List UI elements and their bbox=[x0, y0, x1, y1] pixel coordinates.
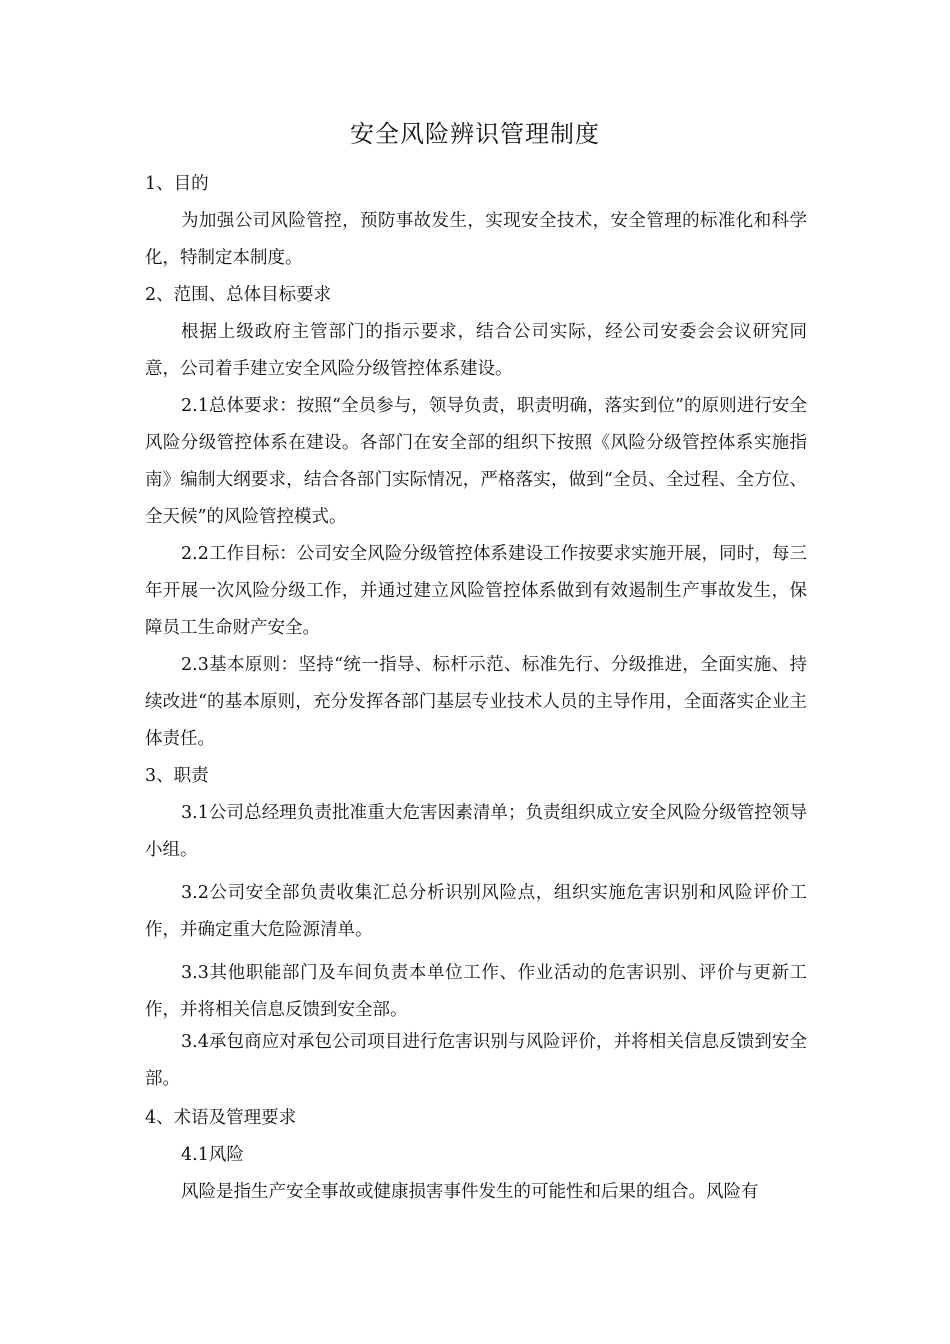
paragraph: 为加强公司风险管控，预防事故发生，实现安全技术，安全管理的标准化和科学化，特制定本制度。 bbox=[145, 211, 807, 268]
section-heading-2: 2、范围、总体目标要求 bbox=[145, 285, 332, 305]
paragraph: 2.1总体要求：按照“全员参与，领导负责，职责明确，落实到位”的原则进行安全风险分级管控体系在建设。各部门在安全部的组织下按照《风险分级管控体系实施指南》编制大纲要求，结合各部门实际情况，严格落实，做到“全员、全过程、全方位、全天候”的风险管控模式。 bbox=[145, 396, 807, 527]
paragraph: 3.2公司安全部负责收集汇总分析识别风险点，组织实施危害识别和风险评价工作，并确定重大危险源清单。 bbox=[145, 883, 807, 940]
subsection-heading: 4.1风险 bbox=[181, 1145, 244, 1165]
paragraph: 3.1公司总经理负责批准重大危害因素清单；负责组织成立安全风险分级管控领导小组。 bbox=[145, 803, 807, 860]
section-heading-4: 4、术语及管理要求 bbox=[145, 1108, 297, 1128]
paragraph: 根据上级政府主管部门的指示要求，结合公司实际，经公司安委会会议研究同意，公司着手建立安全风险分级管控体系建设。 bbox=[145, 322, 807, 379]
document-title: 安全风险辨识管理制度 bbox=[350, 120, 600, 148]
paragraph: 3.3其他职能部门及车间负责本单位工作、作业活动的危害识别、评价与更新工作，并将相关信息反馈到安全部。 bbox=[145, 963, 807, 1020]
section-heading-1: 1、目的 bbox=[145, 174, 209, 194]
paragraph: 风险是指生产安全事故或健康损害事件发生的可能性和后果的组合。风险有 bbox=[181, 1182, 759, 1202]
paragraph: 2.3基本原则：坚持“统一指导、标杆示范、标准先行、分级推进，全面实施、持续改进“的基本原则，充分发挥各部门基层专业技术人员的主导作用，全面落实企业主体责任。 bbox=[145, 655, 807, 749]
paragraph: 3.4承包商应对承包公司项目进行危害识别与风险评价，并将相关信息反馈到安全部。 bbox=[145, 1032, 807, 1089]
paragraph: 2.2工作目标：公司安全风险分级管控体系建设工作按要求实施开展，同时，每三年开展一次风险分级工作，并通过建立风险管控体系做到有效遏制生产事故发生，保障员工生命财产安全。 bbox=[145, 544, 807, 638]
section-heading-3: 3、职责 bbox=[145, 766, 209, 786]
